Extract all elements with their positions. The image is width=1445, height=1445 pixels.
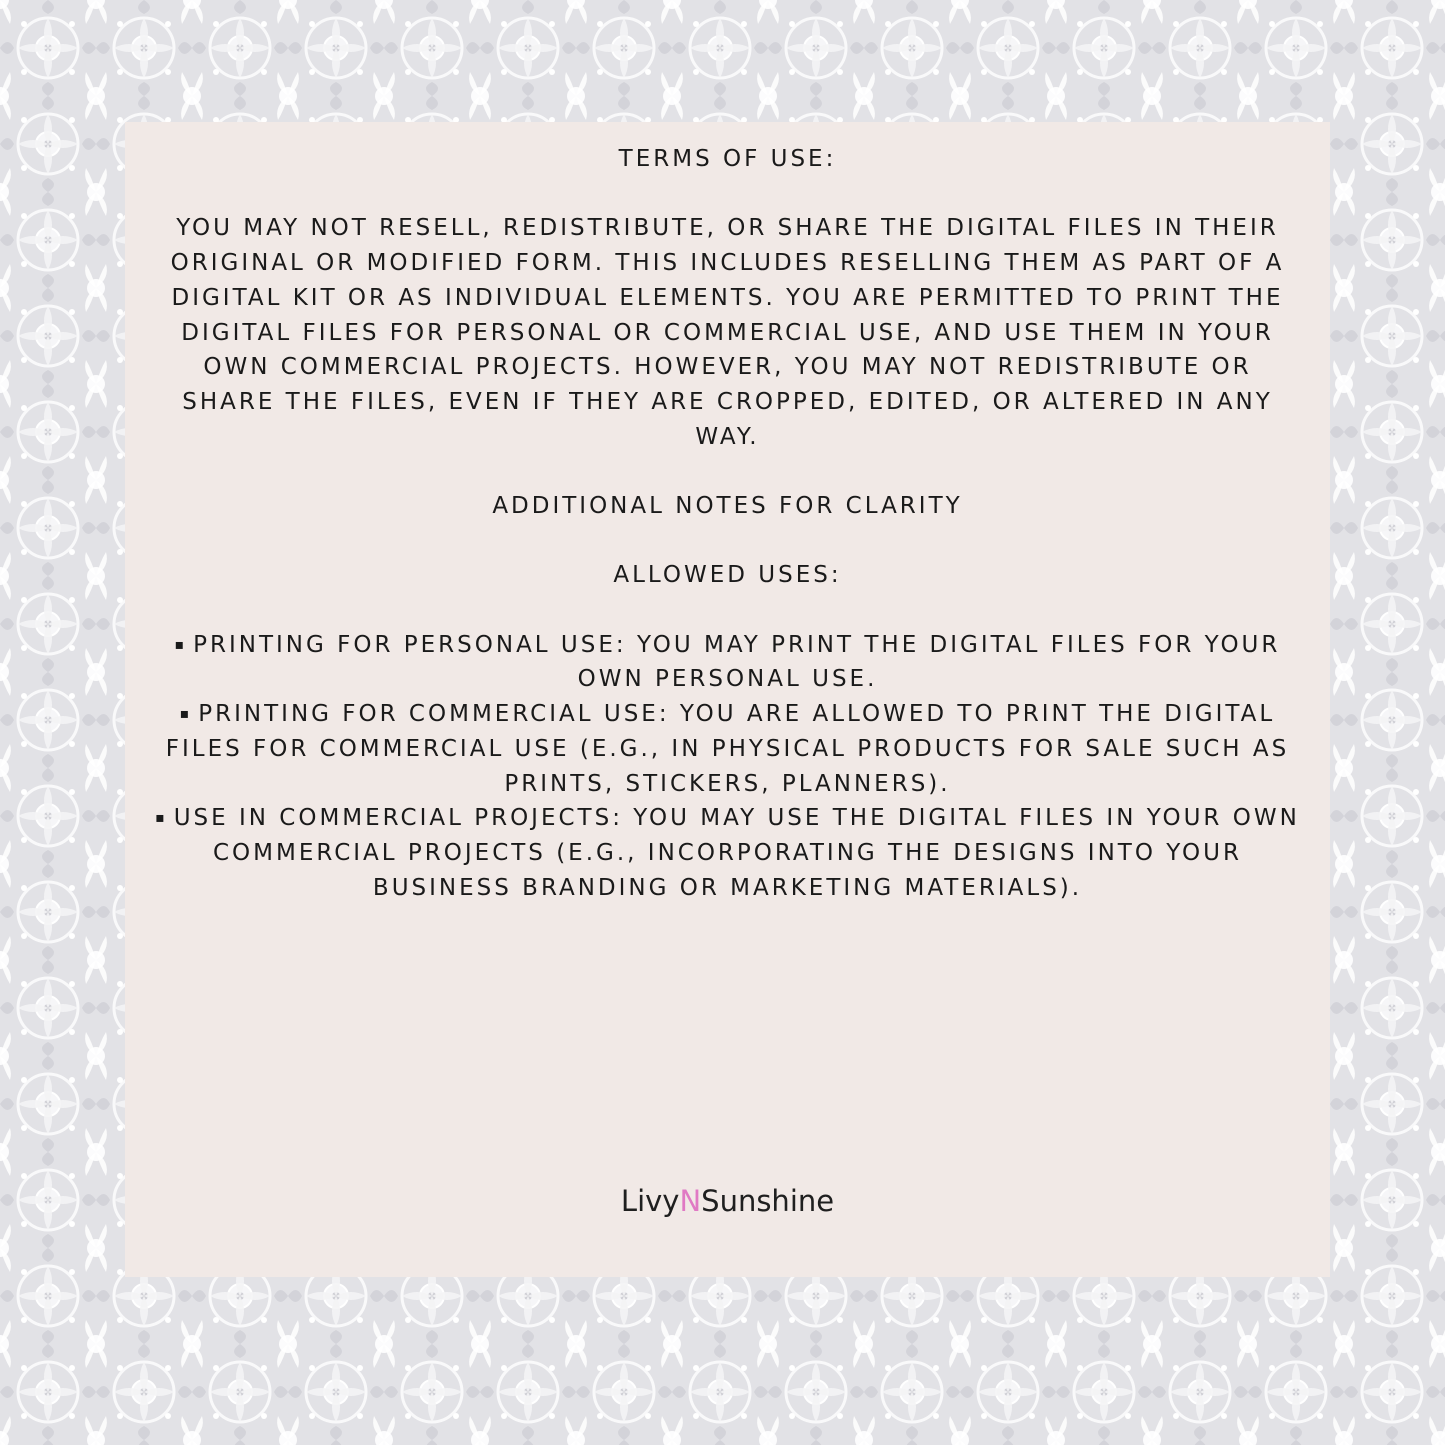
brand-logo <box>125 1184 1330 1218</box>
allowed-use-text: PRINTING FOR PERSONAL USE: YOU MAY PRINT THE DIGITAL FILES FOR YOUR OWN PERSONAL USE. <box>193 631 1281 693</box>
allowed-use-text: PRINTING FOR COMMERCIAL USE: YOU ARE ALLOWED TO PRINT THE DIGITAL FILES FOR COMMERCIAL USE (E.G., IN PHYSICAL PRODUCTS FOR SALE SUCH AS PRINTS, STICKERS, PLANNERS). <box>165 701 1290 797</box>
allowed-use-item <box>155 628 1300 697</box>
bullet-icon: ▪ <box>155 810 168 827</box>
notes-heading: ADDITIONAL NOTES FOR CLARITY <box>492 493 963 519</box>
allowed-use-text: USE IN COMMERCIAL PROJECTS: YOU MAY USE THE DIGITAL FILES IN YOUR OWN COMMERCIAL PROJECTS (E.G., INCORPORATING THE DESIGNS INTO YOUR BUSINESS BRANDING OR MARKETING MATERIALS). <box>173 805 1300 901</box>
brand-name-part: Sunshine <box>701 1184 835 1218</box>
terms-panel <box>125 122 1330 1277</box>
terms-intro-paragraph: YOU MAY NOT RESELL, REDISTRIBUTE, OR SHARE THE DIGITAL FILES IN THEIR ORIGINAL OR MODIFIED FORM. THIS INCLUDES RESELLING THEM AS PART OF A DIGITAL KIT OR AS INDIVIDUAL ELEMENTS. YOU ARE PERMITTED TO PRINT THE DIGITAL FILES FOR PERSONAL OR COMMERCIAL USE, AND USE THEM IN YOUR OWN COMMERCIAL PROJECTS. HOWEVER, YOU MAY NOT REDISTRIBUTE OR SHARE THE FILES, EVEN IF THEY ARE CROPPED, EDITED, OR ALTERED IN ANY WAY. <box>170 215 1285 450</box>
brand-name-part: Livy <box>620 1184 680 1218</box>
brand-accent-letter: N <box>679 1184 702 1218</box>
allowed-use-item <box>155 801 1300 905</box>
bullet-icon: ▪ <box>174 636 188 653</box>
bullet-icon: ▪ <box>179 706 193 723</box>
terms-text-block <box>155 142 1300 905</box>
allowed-use-item <box>155 697 1300 801</box>
terms-title: TERMS OF USE: <box>618 146 837 172</box>
allowed-uses-heading: ALLOWED USES: <box>613 562 842 589</box>
